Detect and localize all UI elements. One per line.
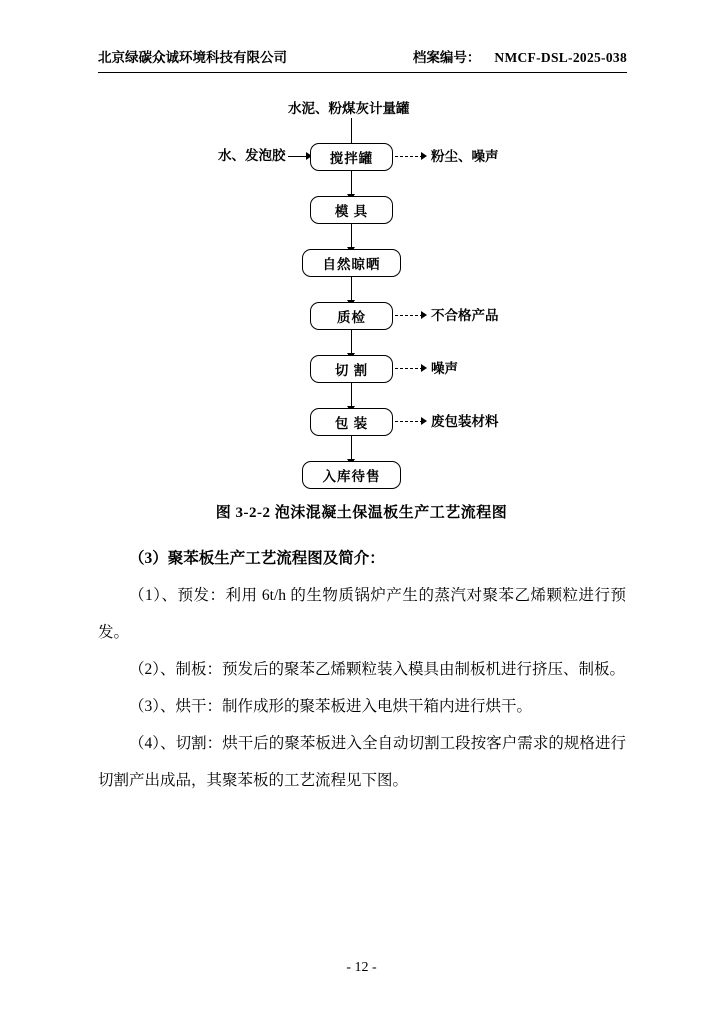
page-header <box>98 46 627 66</box>
page-number: - 12 - <box>346 960 377 975</box>
header-archive-code <box>413 46 627 66</box>
flow-output-connector-1 <box>395 156 423 157</box>
flow-connector-left-input <box>288 156 308 157</box>
flow-node-natural-drying: 自然晾晒 <box>302 249 401 277</box>
body-text <box>98 540 626 799</box>
flow-output-arrow-2 <box>421 311 427 319</box>
process-flowchart <box>0 92 723 497</box>
flow-node-mould: 模 具 <box>310 196 393 224</box>
header-divider <box>98 72 627 73</box>
flow-output-connector-4 <box>395 421 423 422</box>
flow-node-mixing-tank: 搅拌罐 <box>310 143 393 171</box>
paragraph-heading: （3）聚苯板生产工艺流程图及简介： <box>129 550 385 567</box>
flow-output-noise: 噪声 <box>431 361 458 376</box>
header-company: 北京绿碳众诚环境科技有限公司 <box>98 50 287 65</box>
header-code-value: NMCF-DSL-2025-038 <box>494 50 627 65</box>
flow-input-left: 水、发泡胶 <box>218 148 286 163</box>
flow-node-packaging: 包 装 <box>310 408 393 436</box>
figure-caption: 图 3-2-2 泡沫混凝土保温板生产工艺流程图 <box>215 505 508 521</box>
flow-output-connector-3 <box>395 368 423 369</box>
flow-input-top: 水泥、粉煤灰计量罐 <box>288 101 410 116</box>
flow-output-waste-packaging: 废包装材料 <box>431 414 499 429</box>
flow-node-cutting: 切 割 <box>310 355 393 383</box>
flow-output-arrow-4 <box>421 417 427 425</box>
paragraph-step-4: （4）、切割：烘干后的聚苯板进入全自动切割工段按客户需求的规格进行切割产出成品，其聚苯板的工艺流程见下图。 <box>98 735 626 789</box>
paragraph-step-3: （3）、烘干：制作成形的聚苯板进入电烘干箱内进行烘干。 <box>129 698 533 715</box>
flow-node-warehouse: 入库待售 <box>302 461 401 489</box>
flow-output-arrow-1 <box>421 152 427 160</box>
flow-output-dust-noise: 粉尘、噪声 <box>431 149 499 164</box>
flow-output-defective-products: 不合格产品 <box>431 308 499 323</box>
paragraph-step-2: （2）、制板：预发后的聚苯乙烯颗粒装入模具由制板机进行挤压、制板。 <box>129 661 626 678</box>
flow-output-arrow-3 <box>421 364 427 372</box>
header-code-label: 档案编号： <box>412 50 481 65</box>
flow-node-quality-check: 质检 <box>310 302 393 330</box>
flow-output-connector-2 <box>395 315 423 316</box>
paragraph-step-1: （1）、预发：利用 6t/h 的生物质锅炉产生的蒸汽对聚苯乙烯颗粒进行预发。 <box>98 587 626 641</box>
